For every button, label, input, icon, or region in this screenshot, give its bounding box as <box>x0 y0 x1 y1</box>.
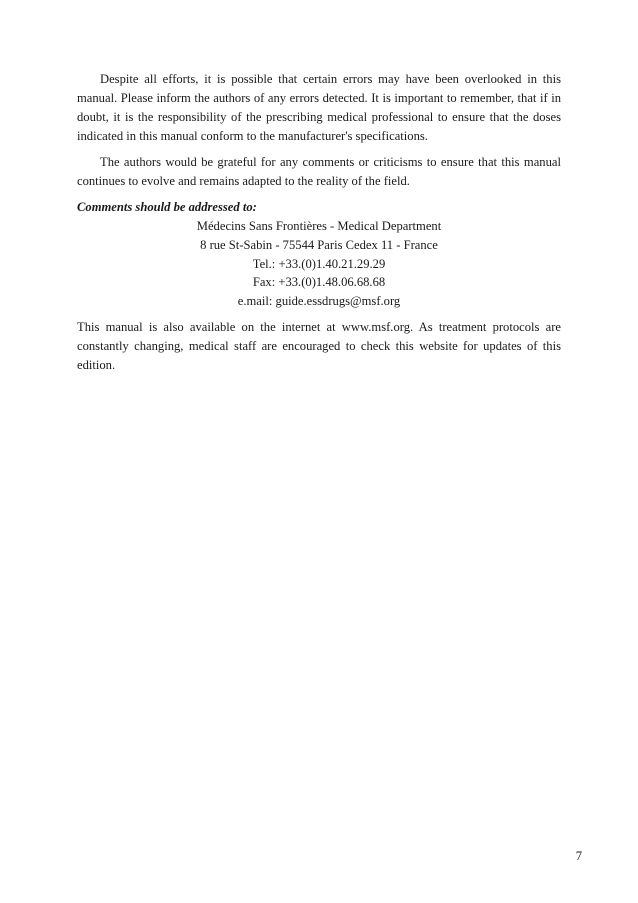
address-line-fax: Fax: +33.(0)1.48.06.68.68 <box>252 275 386 290</box>
paragraph-spacer <box>77 191 561 198</box>
contact-address <box>77 217 561 311</box>
document-page <box>77 70 561 375</box>
address-line-street: 8 rue St-Sabin - 75544 Paris Cedex 11 - France <box>200 237 438 252</box>
paragraph-spacer <box>77 146 561 153</box>
comments-heading: Comments should be addressed to: <box>77 200 257 214</box>
address-line-email: e.mail: guide.essdrugs@msf.org <box>237 294 401 309</box>
page-number: 7 <box>575 849 582 863</box>
paragraph-spacer <box>77 311 561 318</box>
errors-paragraph: Despite all efforts, it is possible that certain errors may have been overlooked in this manual. Please inform the authors of any errors detected. It is important to remember, that if in doubt, it is the responsibility of the prescribing medical professional to ensure that the doses indicated in this manual conform to the manufacturer's specifications. <box>77 72 561 143</box>
address-line-telephone: Tel.: +33.(0)1.40.21.29.29 <box>252 256 386 271</box>
address-line-organization: Médecins Sans Frontières - Medical Department <box>196 219 442 233</box>
internet-availability-paragraph: This manual is also available on the internet at www.msf.org. As treatment protocols are constantly changing, medical staff are encouraged to check this website for updates of this edition. <box>77 319 561 372</box>
feedback-paragraph: The authors would be grateful for any comments or criticisms to ensure that this manual continues to evolve and remains adapted to the reality of the field. <box>77 155 561 188</box>
